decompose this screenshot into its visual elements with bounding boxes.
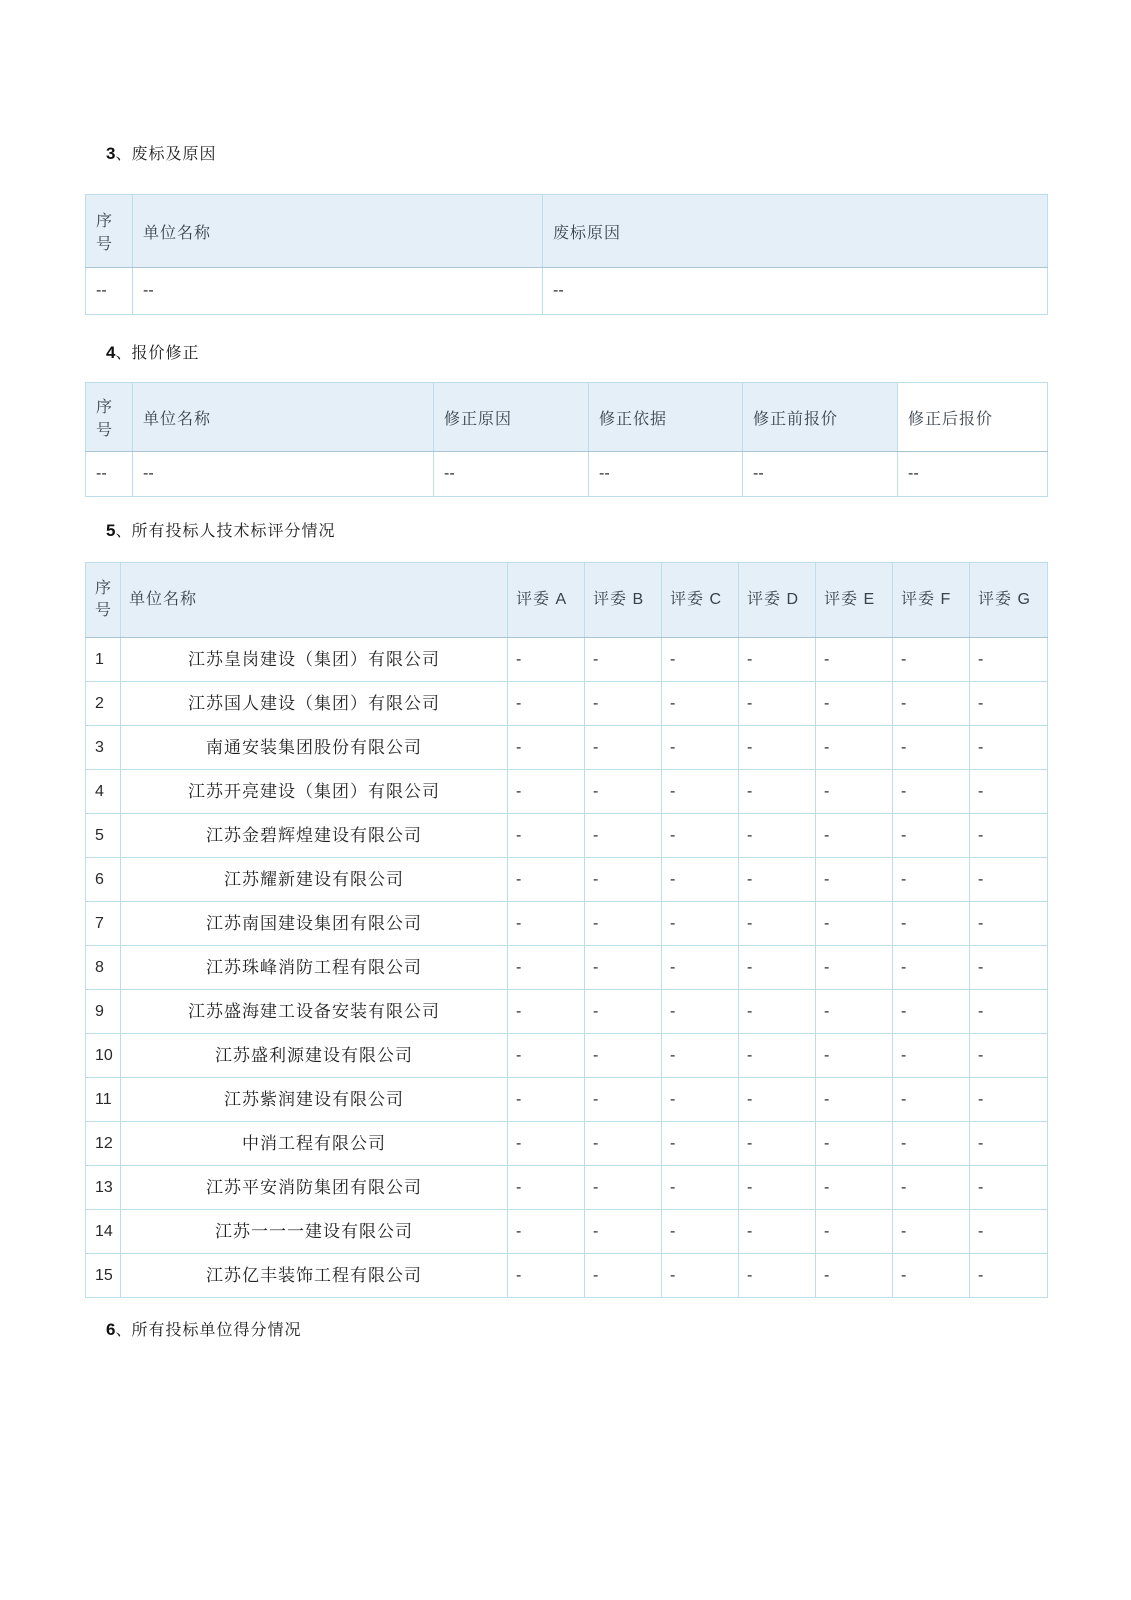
cell-company-name: 江苏盛海建工设备安装有限公司 xyxy=(121,990,508,1034)
header-cell: 评委 D xyxy=(739,563,816,638)
table-row xyxy=(86,1078,1048,1122)
cell-company-name: 江苏平安消防集团有限公司 xyxy=(121,1166,508,1210)
cell-company-name: 江苏南国建设集团有限公司 xyxy=(121,902,508,946)
cell-value: - xyxy=(508,1122,585,1166)
heading-delimiter: 、 xyxy=(115,523,132,540)
cell-value: - xyxy=(816,990,893,1034)
heading-delimiter: 、 xyxy=(115,146,132,163)
header-cell: 评委 C xyxy=(662,563,739,638)
cell-value: - xyxy=(508,1078,585,1122)
cell-company-name: 南通安装集团股份有限公司 xyxy=(121,726,508,770)
cell-value: - xyxy=(585,682,662,726)
cell-serial: 2 xyxy=(86,682,121,726)
cell-value: - xyxy=(508,858,585,902)
header-cell: 单位名称 xyxy=(133,195,543,268)
cell-value: - xyxy=(508,946,585,990)
header-row xyxy=(86,195,1048,268)
cell-value: - xyxy=(508,1166,585,1210)
header-cell: 评委 F xyxy=(893,563,970,638)
cell-value: -- xyxy=(898,452,1048,497)
cell-serial: 13 xyxy=(86,1166,121,1210)
document-body xyxy=(85,0,1048,1341)
cell-value: - xyxy=(585,770,662,814)
cell-value: - xyxy=(662,1122,739,1166)
table-row xyxy=(86,814,1048,858)
cell-value: - xyxy=(893,990,970,1034)
header-cell: 修正依据 xyxy=(589,383,743,452)
cell-value: -- xyxy=(743,452,898,497)
table-row xyxy=(86,1254,1048,1298)
cell-value: - xyxy=(816,682,893,726)
cell-company-name: 江苏珠峰消防工程有限公司 xyxy=(121,946,508,990)
header-cell: 评委 E xyxy=(816,563,893,638)
cell-serial: 5 xyxy=(86,814,121,858)
cell-value: - xyxy=(585,1166,662,1210)
cell-value: - xyxy=(893,902,970,946)
cell-value: - xyxy=(893,1078,970,1122)
cell-value: - xyxy=(816,1034,893,1078)
cell-value: - xyxy=(739,682,816,726)
section-heading-unit-scores xyxy=(106,1320,1048,1341)
cell-value: - xyxy=(662,638,739,682)
header-cell: 序号 xyxy=(86,383,133,452)
cell-value: - xyxy=(662,814,739,858)
cell-serial: 11 xyxy=(86,1078,121,1122)
cell-company-name: 江苏盛利源建设有限公司 xyxy=(121,1034,508,1078)
cell-value: - xyxy=(739,1254,816,1298)
cell-company-name: 江苏亿丰装饰工程有限公司 xyxy=(121,1254,508,1298)
cell-value: - xyxy=(816,946,893,990)
cell-serial: 15 xyxy=(86,1254,121,1298)
cell-value: - xyxy=(893,1210,970,1254)
cell-value: - xyxy=(585,814,662,858)
cell-value: - xyxy=(508,682,585,726)
cell-value: - xyxy=(893,726,970,770)
heading-number: 5 xyxy=(106,521,116,540)
cell-serial: 4 xyxy=(86,770,121,814)
cell-value: - xyxy=(739,770,816,814)
cell-value: - xyxy=(970,1078,1048,1122)
cell-value: - xyxy=(970,1210,1048,1254)
header-cell: 序号 xyxy=(86,563,121,638)
cell-value: - xyxy=(970,902,1048,946)
cell-value: - xyxy=(508,902,585,946)
cell-value: - xyxy=(508,770,585,814)
cell-value: - xyxy=(585,638,662,682)
cell-value: - xyxy=(970,1166,1048,1210)
header-cell: 废标原因 xyxy=(543,195,1048,268)
cell-value: - xyxy=(585,946,662,990)
section-heading-technical-scores xyxy=(106,521,1048,542)
cell-serial: 12 xyxy=(86,1122,121,1166)
cell-value: - xyxy=(970,814,1048,858)
cell-value: - xyxy=(970,1254,1048,1298)
cell-value: - xyxy=(585,1034,662,1078)
cell-company-name: 江苏一一一建设有限公司 xyxy=(121,1210,508,1254)
cell-value: - xyxy=(970,682,1048,726)
table-row xyxy=(86,1166,1048,1210)
header-cell: 修正原因 xyxy=(434,383,589,452)
cell-value: - xyxy=(816,902,893,946)
header-cell: 修正后报价 xyxy=(898,383,1048,452)
cell-serial: 8 xyxy=(86,946,121,990)
cell-company-name: -- xyxy=(133,452,434,497)
cell-company-name: 江苏国人建设（集团）有限公司 xyxy=(121,682,508,726)
table-row xyxy=(86,682,1048,726)
cell-value: - xyxy=(662,1254,739,1298)
cell-value: - xyxy=(816,1210,893,1254)
header-row xyxy=(86,383,1048,452)
cell-value: - xyxy=(662,1210,739,1254)
table-row xyxy=(86,726,1048,770)
cell-value: - xyxy=(662,902,739,946)
cell-value: - xyxy=(662,946,739,990)
table-row xyxy=(86,452,1048,497)
heading-title: 报价修正 xyxy=(131,345,200,362)
cell-company-name: 江苏金碧辉煌建设有限公司 xyxy=(121,814,508,858)
cell-value: - xyxy=(508,1254,585,1298)
cell-serial: 3 xyxy=(86,726,121,770)
table-row xyxy=(86,1210,1048,1254)
cell-value: - xyxy=(662,1078,739,1122)
header-row xyxy=(86,563,1048,638)
table-row xyxy=(86,638,1048,682)
cell-value: -- xyxy=(543,268,1048,315)
heading-number: 3 xyxy=(106,144,116,163)
cell-serial: 10 xyxy=(86,1034,121,1078)
cell-serial: -- xyxy=(86,452,133,497)
cell-value: - xyxy=(816,1254,893,1298)
heading-title: 废标及原因 xyxy=(131,146,217,163)
cell-value: - xyxy=(739,1078,816,1122)
cell-value: - xyxy=(816,1078,893,1122)
table-row xyxy=(86,1122,1048,1166)
cell-value: - xyxy=(816,770,893,814)
cell-serial: 7 xyxy=(86,902,121,946)
cell-value: - xyxy=(893,814,970,858)
cell-serial: 1 xyxy=(86,638,121,682)
heading-number: 4 xyxy=(106,343,116,362)
cell-value: - xyxy=(662,1166,739,1210)
section-heading-price-correction xyxy=(106,343,1048,364)
cell-value: - xyxy=(585,726,662,770)
cell-value: - xyxy=(970,638,1048,682)
heading-title: 所有投标单位得分情况 xyxy=(131,1322,302,1339)
cell-value: - xyxy=(816,1166,893,1210)
heading-delimiter: 、 xyxy=(115,345,132,362)
cell-value: - xyxy=(970,1034,1048,1078)
cell-value: - xyxy=(816,858,893,902)
cell-value: - xyxy=(893,1034,970,1078)
table-row xyxy=(86,1034,1048,1078)
cell-value: - xyxy=(662,726,739,770)
table-row xyxy=(86,770,1048,814)
cell-value: - xyxy=(893,858,970,902)
header-cell: 序号 xyxy=(86,195,133,268)
cell-value: - xyxy=(739,1122,816,1166)
cell-value: - xyxy=(662,770,739,814)
cell-value: - xyxy=(662,858,739,902)
cell-company-name: 江苏开亮建设（集团）有限公司 xyxy=(121,770,508,814)
cell-value: - xyxy=(585,990,662,1034)
header-cell: 单位名称 xyxy=(121,563,508,638)
cell-value: - xyxy=(893,1122,970,1166)
table-row xyxy=(86,946,1048,990)
price-correction-table xyxy=(85,382,1048,497)
cell-value: - xyxy=(893,1166,970,1210)
cell-value: - xyxy=(816,726,893,770)
cell-value: - xyxy=(893,770,970,814)
cell-value: - xyxy=(739,902,816,946)
cell-value: - xyxy=(585,1078,662,1122)
cell-value: - xyxy=(739,814,816,858)
cell-company-name: 江苏耀新建设有限公司 xyxy=(121,858,508,902)
cell-value: - xyxy=(816,814,893,858)
header-cell: 评委 G xyxy=(970,563,1048,638)
cell-value: - xyxy=(816,638,893,682)
cell-company-name: -- xyxy=(133,268,543,315)
header-cell: 评委 A xyxy=(508,563,585,638)
cell-value: - xyxy=(970,770,1048,814)
section-heading-rejected-bids xyxy=(106,144,1048,165)
cell-value: - xyxy=(970,726,1048,770)
cell-value: - xyxy=(508,1210,585,1254)
technical-scores-table xyxy=(85,562,1048,1298)
cell-value: - xyxy=(508,1034,585,1078)
cell-value: - xyxy=(662,990,739,1034)
cell-value: - xyxy=(739,858,816,902)
cell-value: - xyxy=(739,990,816,1034)
cell-value: - xyxy=(970,990,1048,1034)
cell-value: - xyxy=(662,1034,739,1078)
cell-value: -- xyxy=(434,452,589,497)
table-row xyxy=(86,902,1048,946)
heading-delimiter: 、 xyxy=(115,1322,132,1339)
cell-value: - xyxy=(739,946,816,990)
cell-company-name: 中消工程有限公司 xyxy=(121,1122,508,1166)
cell-value: - xyxy=(739,1210,816,1254)
cell-serial: 6 xyxy=(86,858,121,902)
cell-value: - xyxy=(508,814,585,858)
cell-value: - xyxy=(970,1122,1048,1166)
cell-value: - xyxy=(585,902,662,946)
cell-serial: -- xyxy=(86,268,133,315)
cell-value: - xyxy=(970,946,1048,990)
heading-number: 6 xyxy=(106,1320,116,1339)
table-row xyxy=(86,858,1048,902)
cell-value: - xyxy=(585,858,662,902)
cell-value: - xyxy=(893,946,970,990)
header-cell: 评委 B xyxy=(585,563,662,638)
cell-value: -- xyxy=(589,452,743,497)
table-row xyxy=(86,268,1048,315)
cell-value: - xyxy=(739,1034,816,1078)
cell-value: - xyxy=(816,1122,893,1166)
cell-company-name: 江苏皇岗建设（集团）有限公司 xyxy=(121,638,508,682)
cell-value: - xyxy=(585,1122,662,1166)
cell-value: - xyxy=(585,1254,662,1298)
cell-serial: 14 xyxy=(86,1210,121,1254)
table-row xyxy=(86,990,1048,1034)
cell-value: - xyxy=(893,1254,970,1298)
cell-value: - xyxy=(585,1210,662,1254)
header-cell: 修正前报价 xyxy=(743,383,898,452)
cell-value: - xyxy=(739,638,816,682)
cell-value: - xyxy=(508,726,585,770)
cell-value: - xyxy=(739,1166,816,1210)
rejected-bids-table xyxy=(85,194,1048,315)
heading-title: 所有投标人技术标评分情况 xyxy=(131,523,336,540)
cell-value: - xyxy=(739,726,816,770)
header-cell: 单位名称 xyxy=(133,383,434,452)
cell-value: - xyxy=(662,682,739,726)
cell-value: - xyxy=(508,638,585,682)
cell-value: - xyxy=(893,682,970,726)
cell-company-name: 江苏紫润建设有限公司 xyxy=(121,1078,508,1122)
cell-value: - xyxy=(508,990,585,1034)
cell-value: - xyxy=(893,638,970,682)
cell-value: - xyxy=(970,858,1048,902)
cell-serial: 9 xyxy=(86,990,121,1034)
